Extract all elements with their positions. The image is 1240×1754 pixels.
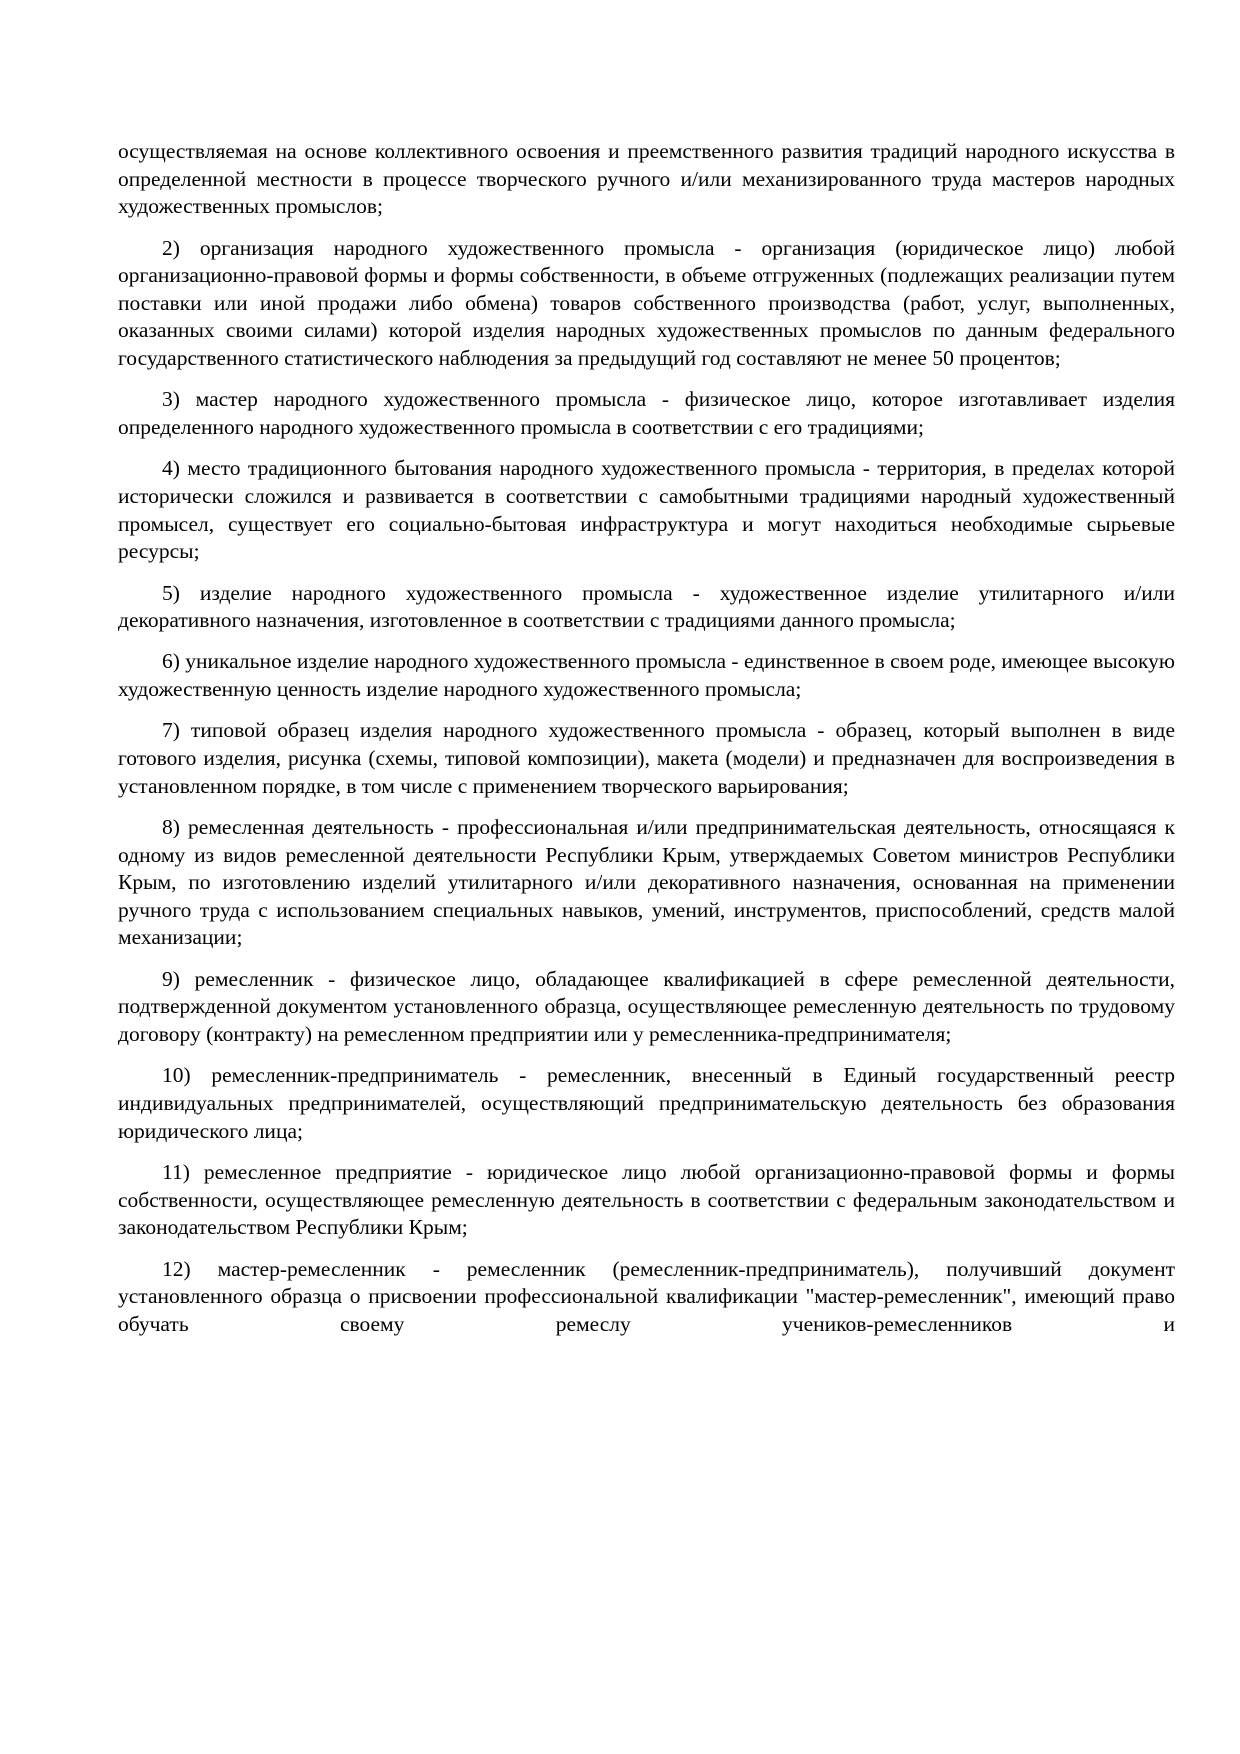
paragraph-10: 10) ремесленник-предприниматель - ремесленник, внесенный в Единый государственный реестр индивидуальных предпринимателей, осуществляющий предпринимательскую деятельность без образования юридического лица; — [118, 1063, 1175, 1143]
paragraph-11: 11) ремесленное предприятие - юридическое лицо любой организационно-правовой формы и формы собственности, осуществляющее ремесленную деятельность в соответствии с федеральным законодательством и законодательством Республики Крым; — [118, 1159, 1175, 1240]
paragraph-5: 5) изделие народного художественного промысла - художественное изделие утилитарного и/или декоративного назначения, изготовленное в соответствии с традициями данного промысла; — [118, 580, 1175, 633]
paragraph-8: 8) ремесленная деятельность - профессиональная и/или предпринимательская деятельность, относящаяся к одному из видов ремесленной деятельности Республики Крым, утверждаемых Советом министров Республики Крым, по изготовлению изделий утилитарного и/или декоративного назначения, основанная на применении ручного труда с использованием специальных навыков, умений, инструментов, приспособлений, средств малой механизации; — [118, 815, 1175, 950]
paragraph-continuation: осуществляемая на основе коллективного освоения и преемственного развития традиций народного искусства в определенной местности в процессе творческого ручного и/или механизированного труда мастеров народных художественных промыслов; — [118, 139, 1175, 219]
paragraph-3: 3) мастер народного художественного промысла - физическое лицо, которое изготавливает изделия определенного народного художественного промысла в соответствии с его традициями; — [118, 387, 1175, 439]
paragraph-4: 4) место традиционного бытования народного художественного промысла - территория, в пределах которой исторически сложился и развивается в соответствии с самобытными традициями народный художественный промысел, существует его социально-бытовая инфраструктура и могут находиться необходимые сырьевые ресурсы; — [118, 456, 1175, 564]
document-page — [118, 138, 1175, 1352]
paragraph-7: 7) типовой образец изделия народного художественного промысла - образец, который выполнен в виде готового изделия, рисунка (схемы, типовой композиции), макета (модели) и предназначен для воспроизведения в установленном порядке, в том числе с применением творческого варьирования; — [118, 718, 1175, 798]
paragraph-2: 2) организация народного художественного промысла - организация (юридическое лицо) любой организационно-правовой формы и формы собственности, в объеме отгруженных (подлежащих реализации путем поставки или иной продажи либо обмена) товаров собственного производства (работ, услуг, выполненных, оказанных своими силами) которой изделия народных художественных промыслов по данным федерального государственного статистического наблюдения за предыдущий год составляют не менее 50 процентов; — [118, 235, 1175, 370]
paragraph-12: 12) мастер-ремесленник - ремесленник (ремесленник-предприниматель), получивший документ установленного образца о присвоении профессиональной квалификации "мастер-ремесленник", имеющий право обучать своему ремеслу учеников-ремесленников и — [118, 1256, 1175, 1336]
paragraph-9: 9) ремесленник - физическое лицо, обладающее квалификацией в сфере ремесленной деятельности, подтвержденной документом установленного образца, осуществляющее ремесленную деятельность по трудовому договору (контракту) на ремесленном предприятии или у ремесленника-предпринимателя; — [118, 966, 1175, 1046]
paragraph-6: 6) уникальное изделие народного художественного промысла - единственное в своем роде, имеющее высокую художественную ценность изделие народного художественного промысла; — [118, 649, 1175, 702]
